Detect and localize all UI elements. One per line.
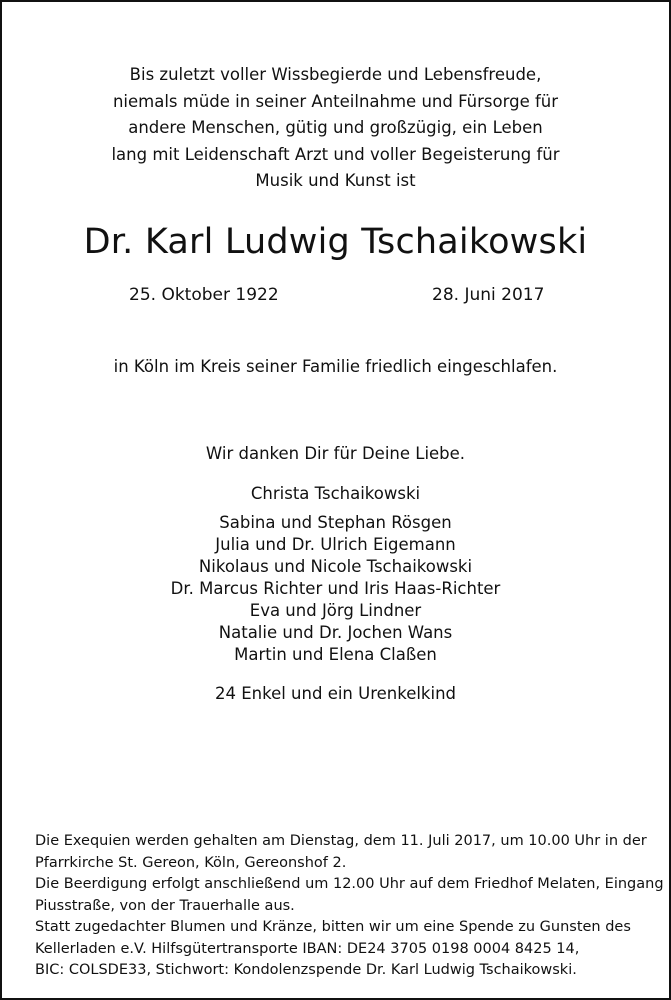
family-list [2,512,669,666]
family-entry: Eva und Jörg Lindner [249,601,422,620]
intro-text [2,62,669,195]
notice-line: Die Exequien werden gehalten am Dienstag, dem 11. Juli 2017, um 10.00 Uhr in der [35,833,647,849]
deceased-name: Dr. Karl Ludwig Tschaikowski [83,222,588,262]
notice-line: Statt zugedachter Blumen und Kränze, bitten wir um eine Spende zu Gunsten des [35,919,631,935]
notice-line: Piusstraße, von der Trauerhalle aus. [35,897,295,914]
grandchildren-text: 24 Enkel und ein Urenkelkind [214,684,457,703]
notice-line: Die Beerdigung erfolgt anschließend um 12.00 Uhr auf dem Friedhof Melaten, Eingang [35,876,664,892]
family-entry: Natalie und Dr. Jochen Wans [218,623,453,642]
intro-line: Musik und Kunst ist [255,171,416,190]
notice-line: BIC: COLSDE33, Stichwort: Kondolenzspende Dr. Karl Ludwig Tschaikowski. [35,962,577,978]
funeral-notice [35,831,664,982]
family-entry: Dr. Marcus Richter und Iris Haas-Richter [170,579,501,598]
intro-line: Bis zuletzt voller Wissbegierde und Lebensfreude, [129,65,542,84]
birth-date: 25. Oktober 1922 [129,285,279,305]
intro-line: niemals müde in seiner Anteilnahme und Fürsorge für [112,91,559,111]
intro-line: lang mit Leidenschaft Arzt und voller Begeisterung für [111,144,560,164]
intro-line: andere Menschen, gütig und großzügig, ein Leben [128,118,543,137]
family-entry: Nikolaus und Nicole Tschaikowski [198,557,473,576]
notice-line: Kellerladen e.V. Hilfsgütertransporte IBAN: DE24 3705 0198 0004 8425 14, [35,940,580,957]
family-entry: Julia und Dr. Ulrich Eigemann [215,535,456,554]
family-entry: Sabina und Stephan Rösgen [219,513,452,532]
thanks-text: Wir danken Dir für Deine Liebe. [205,444,466,463]
family-entry: Martin und Elena Claßen [234,645,437,664]
widow-name: Christa Tschaikowski [250,484,421,503]
notice-line: Pfarrkirche St. Gereon, Köln, Gereonshof 2. [35,854,347,871]
death-date: 28. Juni 2017 [432,285,545,305]
passed-away-text: in Köln im Kreis seiner Familie friedlich eingeschlafen. [113,357,558,376]
